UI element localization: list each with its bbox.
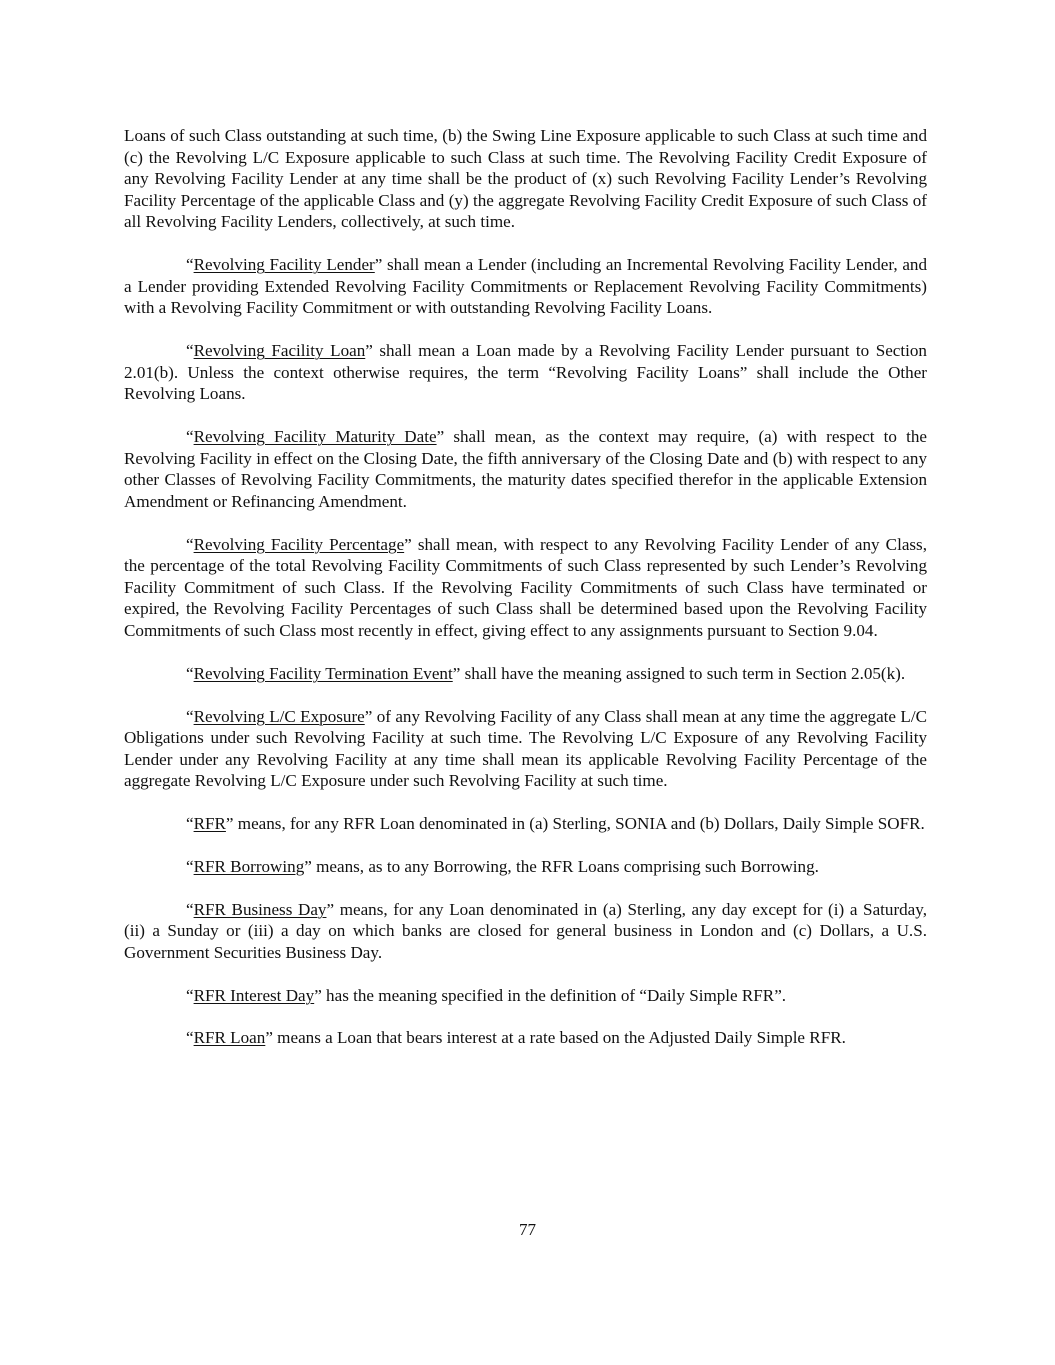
- definition-revolving-facility-loan: “Revolving Facility Loan” shall mean a Loan made by a Revolving Facility Lender pursuant to Section 2.01(b). Unless the context otherwise requires, the term “Revolving Facility Loans” shall include the Other Revolving Loans.: [124, 341, 927, 404]
- page-number: 77: [518, 1220, 537, 1239]
- definition-rfr-borrowing: “RFR Borrowing” means, as to any Borrowing, the RFR Loans comprising such Borrowing.: [186, 856, 819, 876]
- definition-revolving-facility-lender: “Revolving Facility Lender” shall mean a Lender (including an Incremental Revolving Facility Lender, and a Lender providing Extended Revolving Facility Commitments or Replacement Revolving Facility Commitments) with a Revolving Facility Commitment or with outstanding Revolving Facility Loans.: [124, 255, 927, 318]
- defined-term: Revolving Facility Loan: [193, 341, 366, 361]
- definition-text: of any Revolving Facility of any Class shall mean at any time the aggregate L/C Obligations under such Revolving Facility at such time. The Revolving L/C Exposure of any Revolving Facility Lender under any Revolving Facility at any time shall mean its applicable Revolving Facility Percentage of the aggregate Revolving L/C Exposure under such Revolving Facility at such time.: [124, 706, 927, 791]
- defined-term: RFR Loan: [193, 1028, 266, 1048]
- definition-revolving-facility-maturity-date: “Revolving Facility Maturity Date” shall mean, as the context may require, (a) with respect to the Revolving Facility in effect on the Closing Date, the fifth anniversary of the Closing Date and (b) with respect to any other Classes of Revolving Facility Commitments, the maturity dates specified therefor in the applicable Extension Amendment or Refinancing Amendment.: [124, 427, 927, 511]
- definition-revolving-lc-exposure: “Revolving L/C Exposure” of any Revolving Facility of any Class shall mean at any time the aggregate L/C Obligations under such Revolving Facility at such time. The Revolving L/C Exposure of any Revolving Facility Lender under any Revolving Facility at any time shall mean its applicable Revolving Facility Percentage of the aggregate Revolving L/C Exposure under such Revolving Facility at such time.: [124, 706, 927, 791]
- definition-text: shall mean a Loan made by a Revolving Facility Lender pursuant to Section 2.01(b). Unless the context otherwise requires, the term “Revolving Facility Loans” shall include the Other Revolving Loans.: [124, 341, 927, 404]
- defined-term: Revolving Facility Termination Event: [193, 663, 453, 683]
- definition-text: shall mean, as the context may require, (a) with respect to the Revolving Facility in effect on the Closing Date, the fifth anniversary of the Closing Date and (b) with respect to any other Classes of Revolving Facility Commitments, the maturity dates specified therefor in the applicable Extension Amendment or Refinancing Amendment.: [124, 427, 927, 511]
- definition-text: means a Loan that bears interest at a rate based on the Adjusted Daily Simple RFR.: [272, 1028, 846, 1048]
- defined-term: Revolving Facility Maturity Date: [193, 427, 437, 447]
- paragraph-continuation: [124, 125, 927, 233]
- paragraph-text: Loans of such Class outstanding at such time, (b) the Swing Line Exposure applicable to such Class at such time and (c) the Revolving L/C Exposure applicable to such Class at such time. The Revolving Facility Credit Exposure of any Revolving Facility Lender at any time shall be the product of (x) such Revolving Facility Lender’s Revolving Facility Percentage of the applicable Class and (y) the aggregate Revolving Facility Credit Exposure of such Class of all Revolving Facility Lenders, collectively, at such time.: [124, 126, 927, 232]
- definition-revolving-facility-termination-event: “Revolving Facility Termination Event” shall have the meaning assigned to such term in Section 2.05(k).: [186, 663, 906, 683]
- defined-term: RFR: [193, 814, 226, 834]
- definition-text: shall have the meaning assigned to such term in Section 2.05(k).: [460, 663, 906, 683]
- definition-text: shall mean, with respect to any Revolving Facility Lender of any Class, the percentage of the total Revolving Facility Commitments of such Class represented by such Lender’s Revolving Facility Commitment of such Class. If the Revolving Facility Commitments of such Class have terminated or expired, the Revolving Facility Percentages of such Class shall be determined based upon the Revolving Facility Commitments of such Class most recently in effect, giving effect to any assignments pursuant to Section 9.04.: [124, 534, 927, 641]
- definition-rfr-business-day: “RFR Business Day” means, for any Loan denominated in (a) Sterling, any day except for (i) a Saturday, (ii) a Sunday or (iii) a day on which banks are closed for general business in London and (c) Dollars, a U.S. Government Securities Business Day.: [124, 899, 927, 962]
- defined-term: RFR Business Day: [193, 899, 327, 919]
- defined-term: RFR Borrowing: [193, 856, 305, 876]
- definition-text: means, for any Loan denominated in (a) Sterling, any day except for (i) a Saturday, (ii) a Sunday or (iii) a day on which banks are closed for general business in London and (c) Dollars, a U.S. Government Securities Business Day.: [124, 899, 927, 962]
- definition-text: means, as to any Borrowing, the RFR Loans comprising such Borrowing.: [311, 856, 819, 876]
- definition-text: shall mean a Lender (including an Incremental Revolving Facility Lender, and a Lender providing Extended Revolving Facility Commitments or Replacement Revolving Facility Commitments) with a Revolving Facility Commitment or with outstanding Revolving Facility Loans.: [124, 255, 927, 318]
- definition-revolving-facility-percentage: “Revolving Facility Percentage” shall mean, with respect to any Revolving Facility Lender of any Class, the percentage of the total Revolving Facility Commitments of such Class represented by such Lender’s Revolving Facility Commitment of such Class. If the Revolving Facility Commitments of such Class have terminated or expired, the Revolving Facility Percentages of such Class shall be determined based upon the Revolving Facility Commitments of such Class most recently in effect, giving effect to any assignments pursuant to Section 9.04.: [124, 534, 927, 641]
- definition-text: has the meaning specified in the definition of “Daily Simple RFR”.: [321, 985, 787, 1005]
- definition-text: means, for any RFR Loan denominated in (a) Sterling, SONIA and (b) Dollars, Daily Simple SOFR.: [233, 814, 925, 834]
- document-body: [124, 125, 927, 1070]
- definition-rfr: “RFR” means, for any RFR Loan denominated in (a) Sterling, SONIA and (b) Dollars, Daily Simple SOFR.: [186, 814, 925, 834]
- defined-term: Revolving Facility Percentage: [193, 534, 405, 554]
- defined-term: Revolving L/C Exposure: [193, 706, 365, 726]
- defined-term: RFR Interest Day: [193, 985, 315, 1005]
- defined-term: Revolving Facility Lender: [193, 255, 375, 275]
- definition-rfr-interest-day: “RFR Interest Day” has the meaning specified in the definition of “Daily Simple RFR”.: [186, 985, 787, 1005]
- definition-rfr-loan: “RFR Loan” means a Loan that bears interest at a rate based on the Adjusted Daily Simple RFR.: [186, 1028, 846, 1048]
